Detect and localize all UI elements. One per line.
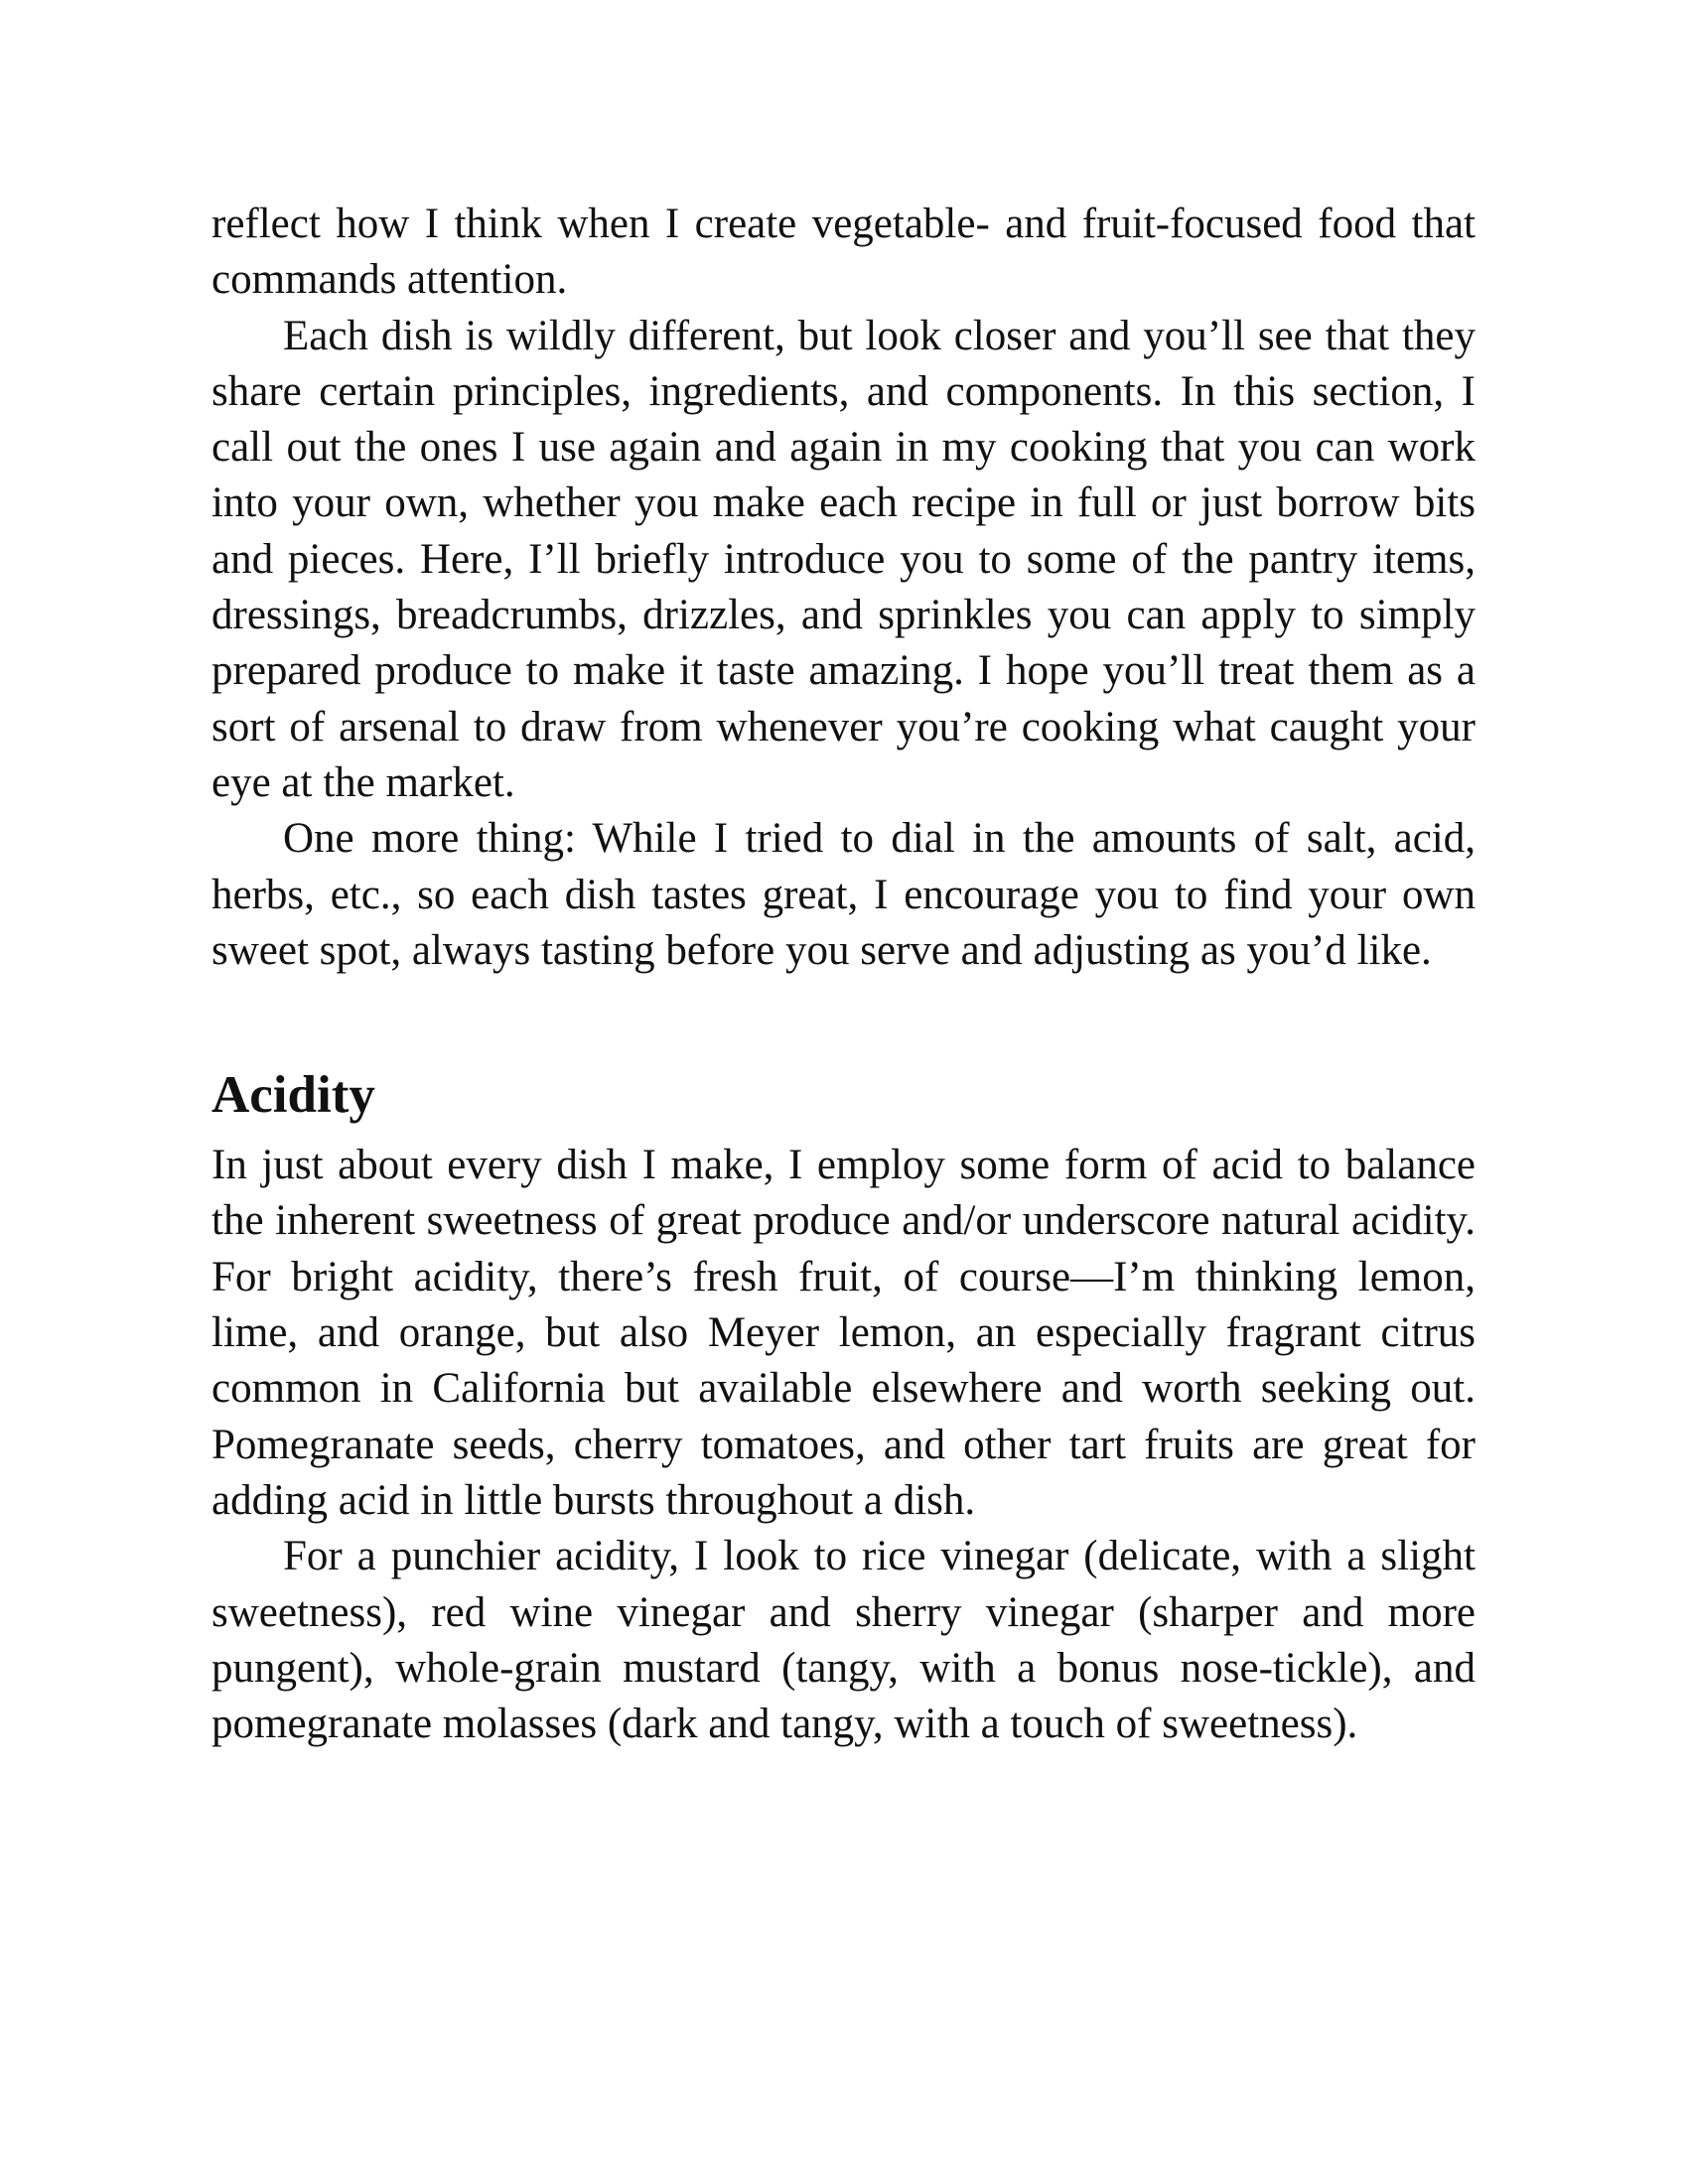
section-heading-acidity: Acidity: [211, 1066, 375, 1125]
text-column: [211, 197, 1476, 1752]
acidity-paragraph-punchier: For a punchier acidity, I look to rice vinegar (delicate, with a slight sweetness), red wine vinegar and sherry vinegar (sharper and more pungent), whole-grain mustard (tangy, with a bonus nose-tickle), and pomegranate molasses (dark and tangy, with a touch of sweetness).: [211, 1533, 1476, 1748]
intro-paragraph-principles: Each dish is wildly different, but look closer and you’ll see that they share certain principles, ingredients, and components. In this section, I call out the ones I use again and again in my cooking that you can work into your own, whether you make each recipe in full or just borrow bits and pieces. Here, I’ll briefly introduce you to some of the pantry items, dressings, breadcrumbs, drizzles, and sprinkles you can apply to simply prepared produce to make it taste amazing. I hope you’ll treat them as a sort of arsenal to draw from whenever you’re cooking what caught your eye at the market.: [211, 312, 1476, 806]
intro-paragraph-continued: reflect how I think when I create vegetable- and fruit-focused food that commands attention.: [211, 201, 1476, 304]
intro-paragraph-one-more-thing: One more thing: While I tried to dial in the amounts of salt, acid, herbs, etc., so each dish tastes great, I encourage you to find your own sweet spot, always tasting before you serve and adjusting as you’d like.: [211, 815, 1476, 974]
acidity-paragraph-bright: In just about every dish I make, I employ some form of acid to balance the inherent sweetness of great produce and/or underscore natural acidity. For bright acidity, there’s fresh fruit, of course—I’m thinking lemon, lime, and orange, but also Meyer lemon, an especially fragrant citrus common in California but available elsewhere and worth seeking out. Pomegranate seeds, cherry tomatoes, and other tart fruits are great for adding acid in little bursts throughout a dish.: [211, 1142, 1476, 1524]
section-spacer: [211, 979, 1476, 1064]
